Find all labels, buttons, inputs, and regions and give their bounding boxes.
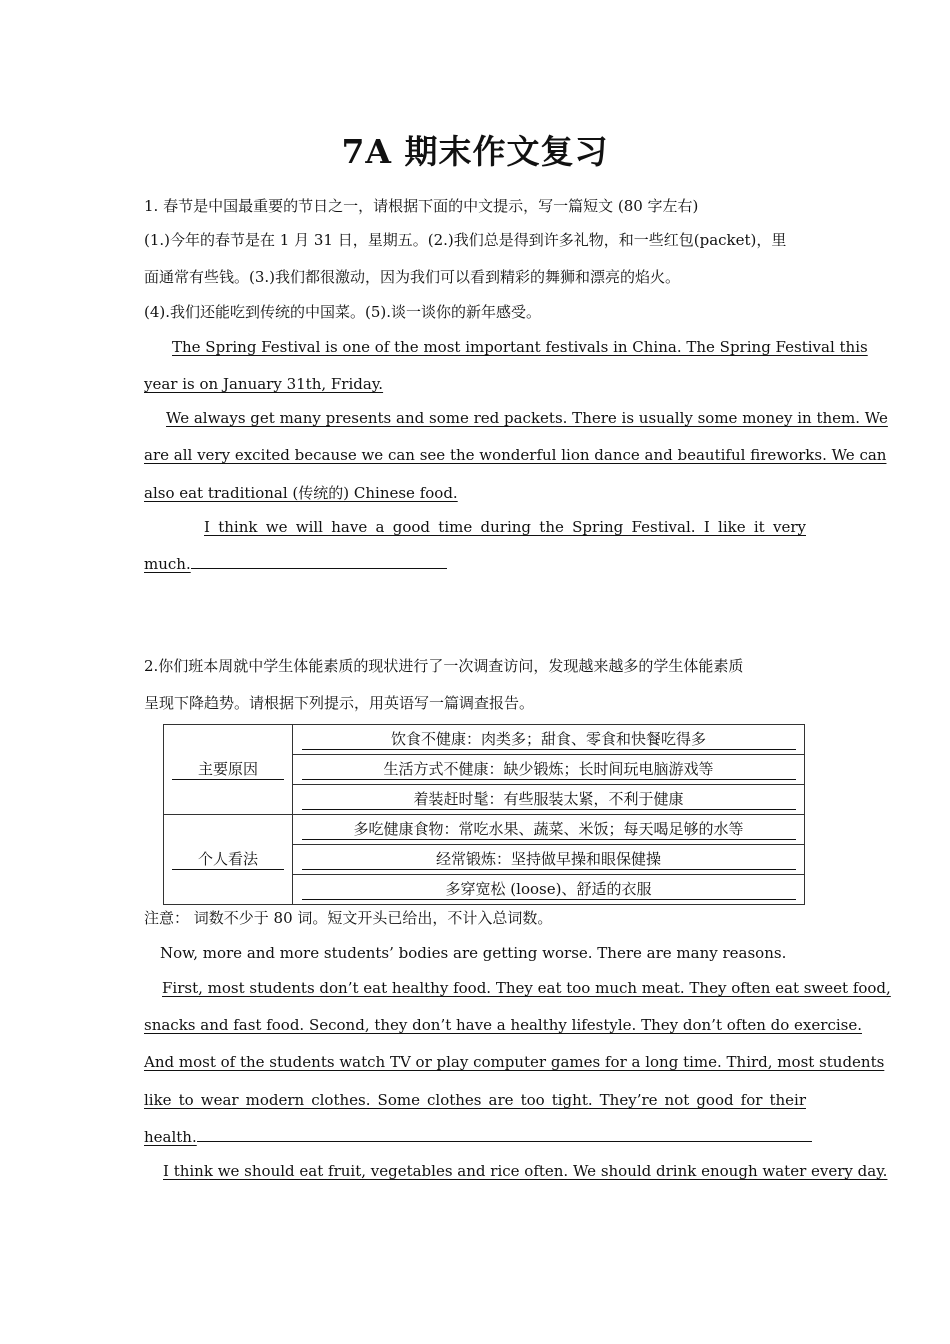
q2-answer-line: And most of the students watch TV or play computer games for a long time. Third, most students <box>144 1053 885 1071</box>
q2-answer-line: health. <box>144 1127 806 1147</box>
q1-answer-line: I think we will have a good time during the Spring Festival. I like it very <box>204 518 806 536</box>
q1-answer-line: The Spring Festival is one of the most important festivals in China. The Spring Festival this <box>172 338 868 356</box>
q1-prompt-line: 面通常有些钱。(3.)我们都很激动，因为我们可以看到精彩的舞狮和漂亮的焰火。 <box>144 268 681 286</box>
q2-prompt-line: 呈现下降趋势。请根据下列提示，用英语写一篇调查报告。 <box>144 694 535 712</box>
survey-table <box>163 724 805 905</box>
item-cell: 多穿宽松 (loose)、舒适的衣服 <box>293 875 805 905</box>
table-row <box>164 815 805 845</box>
item-cell: 多吃健康食物：常吃水果、蔬菜、米饭；每天喝足够的水等 <box>293 815 805 845</box>
category-cell: 主要原因 <box>164 725 293 815</box>
q2-opening: Now, more and more students’ bodies are getting worse. There are many reasons. <box>160 944 787 962</box>
item-cell: 饮食不健康：肉类多；甜食、零食和快餐吃得多 <box>293 725 805 755</box>
page-title: 7A 期末作文复习 <box>341 132 609 171</box>
item-cell: 经常锻炼：坚持做早操和眼保健操 <box>293 845 805 875</box>
table-row <box>164 725 805 755</box>
q1-answer-line: We always get many presents and some red packets. There is usually some money in them. We <box>166 409 888 427</box>
answer-blank <box>191 554 447 569</box>
q2-answer-line: First, most students don’t eat healthy food. They eat too much meat. They often eat sweet food, <box>162 979 891 997</box>
item-cell: 生活方式不健康：缺少锻炼；长时间玩电脑游戏等 <box>293 755 805 785</box>
q2-prompt-line: 2.你们班本周就中学生体能素质的现状进行了一次调查访问，发现越来越多的学生体能素质 <box>144 657 744 675</box>
answer-blank <box>197 1127 812 1142</box>
item-cell: 着装赶时髦：有些服装太紧，不利于健康 <box>293 785 805 815</box>
q1-answer-line: much. <box>144 554 806 574</box>
q2-answer-line: I think we should eat fruit, vegetables and rice often. We should drink enough water every day. <box>163 1162 888 1180</box>
q1-prompt-line: (4).我们还能吃到传统的中国菜。(5).谈一谈你的新年感受。 <box>144 303 542 321</box>
q1-answer-line: are all very excited because we can see the wonderful lion dance and beautiful fireworks. We can <box>144 446 887 464</box>
q2-answer-line: snacks and fast food. Second, they don’t have a healthy lifestyle. They don’t often do exercise. <box>144 1016 862 1034</box>
q1-answer-line: also eat traditional (传统的) Chinese food. <box>144 484 458 502</box>
q1-prompt-line: (1.)今年的春节是在 1 月 31 日，星期五。(2.)我们总是得到许多礼物，和一些红包(packet)，里 <box>144 231 787 249</box>
q2-answer-line: like to wear modern clothes. Some clothes are too tight. They’re not good for their <box>144 1091 806 1109</box>
q1-answer-line: year is on January 31th, Friday. <box>144 375 384 393</box>
category-cell: 个人看法 <box>164 815 293 905</box>
q1-prompt-line: 1. 春节是中国最重要的节日之一，请根据下面的中文提示，写一篇短文 (80 字左右) <box>144 197 699 215</box>
q2-note: 注意： 词数不少于 80 词。短文开头已给出，不计入总词数。 <box>144 909 553 927</box>
